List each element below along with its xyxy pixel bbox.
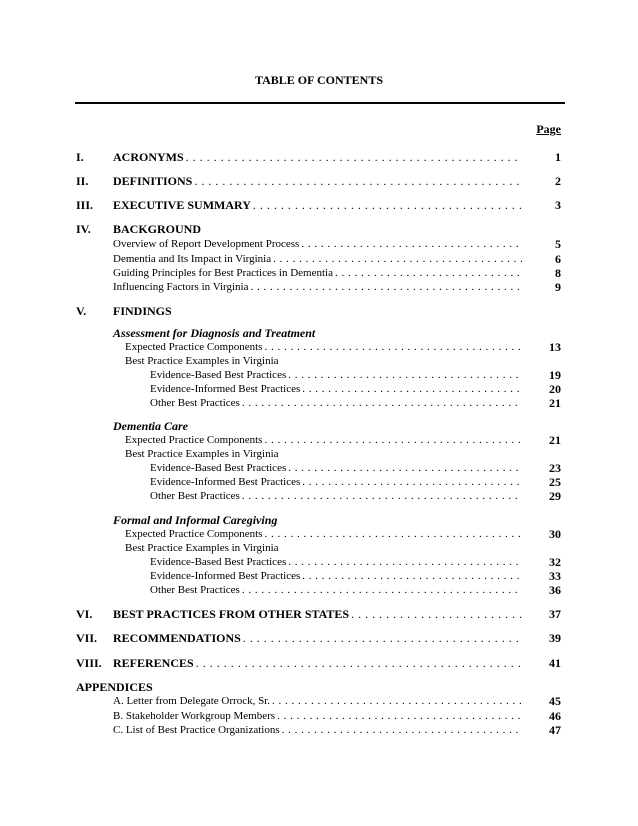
- entry-label: Influencing Factors in Virginia: [113, 281, 249, 293]
- toc-entry-evidence-based[interactable]: [0, 555, 638, 569]
- page-number: 32: [549, 555, 561, 569]
- subheading-label: Dementia Care: [113, 419, 188, 433]
- title-rule: [75, 102, 565, 104]
- section-number: VIII.: [76, 656, 102, 670]
- entry-label: Other Best Practices: [150, 490, 240, 502]
- toc-entry-acronyms[interactable]: [0, 150, 638, 164]
- entry-label: Expected Practice Components: [125, 434, 263, 446]
- toc-entry-dementia-impact[interactable]: [0, 252, 638, 266]
- section-number: V.: [76, 304, 87, 318]
- entry-label: Evidence-Based Best Practices: [150, 369, 287, 381]
- section-number: III.: [76, 198, 94, 212]
- leader-dots: [194, 174, 522, 188]
- section-number: IV.: [76, 222, 91, 236]
- page-number: 21: [549, 433, 561, 447]
- toc-entry-expected-components[interactable]: [0, 527, 638, 541]
- page-number: 9: [555, 280, 561, 294]
- toc-entry-appendix-b[interactable]: [0, 709, 638, 723]
- toc-entry-examples-heading: [0, 541, 638, 555]
- entry-label: Evidence-Informed Best Practices: [150, 383, 301, 395]
- entry-label: Guiding Principles for Best Practices in Dementia: [113, 267, 333, 279]
- toc-entry-evidence-based[interactable]: [0, 368, 638, 382]
- toc-heading-background[interactable]: [0, 222, 638, 236]
- toc-entry-expected-components[interactable]: [0, 340, 638, 354]
- subheading-label: Assessment for Diagnosis and Treatment: [113, 326, 316, 340]
- toc-entry-evidence-informed[interactable]: [0, 569, 638, 583]
- leader-dots: [351, 607, 522, 621]
- leader-dots: [277, 709, 522, 723]
- entry-label: A. Letter from Delegate Orrock, Sr.: [113, 695, 270, 707]
- toc-entry-overview[interactable]: [0, 237, 638, 251]
- page-number: 46: [549, 709, 561, 723]
- leader-dots: [302, 475, 522, 489]
- toc-entry-recommendations[interactable]: [0, 631, 638, 645]
- leader-dots: [302, 382, 522, 396]
- entry-label: Expected Practice Components: [125, 341, 263, 353]
- toc-subheading-dementia-care[interactable]: [0, 419, 638, 433]
- toc-entry-influencing-factors[interactable]: [0, 280, 638, 294]
- leader-dots: [253, 198, 522, 212]
- section-label: RECOMMENDATIONS: [113, 631, 241, 645]
- section-label: EXECUTIVE SUMMARY: [113, 198, 251, 212]
- page-number: 41: [549, 656, 561, 670]
- section-label: BACKGROUND: [113, 222, 202, 236]
- toc-entry-definitions[interactable]: [0, 174, 638, 188]
- entry-label: Best Practice Examples in Virginia: [125, 542, 279, 554]
- leader-dots: [302, 569, 522, 583]
- leader-dots: [242, 396, 522, 410]
- page-number: 20: [549, 382, 561, 396]
- page-number: 37: [549, 607, 561, 621]
- leader-dots: [196, 656, 522, 670]
- entry-label: Best Practice Examples in Virginia: [125, 448, 279, 460]
- entry-label: Other Best Practices: [150, 584, 240, 596]
- toc-entry-expected-components[interactable]: [0, 433, 638, 447]
- page-number: 23: [549, 461, 561, 475]
- leader-dots: [264, 433, 522, 447]
- toc-entry-other[interactable]: [0, 583, 638, 597]
- toc-entry-other[interactable]: [0, 396, 638, 410]
- page-number: 8: [555, 266, 561, 280]
- page-number: 45: [549, 694, 561, 708]
- leader-dots: [272, 694, 522, 708]
- toc-entry-evidence-informed[interactable]: [0, 382, 638, 396]
- leader-dots: [264, 527, 522, 541]
- toc-entry-other[interactable]: [0, 489, 638, 503]
- page-number: 36: [549, 583, 561, 597]
- leader-dots: [186, 150, 522, 164]
- entry-label: B. Stakeholder Workgroup Members: [113, 710, 276, 722]
- toc-entry-evidence-informed[interactable]: [0, 475, 638, 489]
- toc-entry-guiding-principles[interactable]: [0, 266, 638, 280]
- entry-label: C. List of Best Practice Organizations: [113, 724, 280, 736]
- section-number: VII.: [76, 631, 98, 645]
- page-number: 47: [549, 723, 561, 737]
- leader-dots: [251, 280, 523, 294]
- page-number: 6: [555, 252, 561, 266]
- page-number: 30: [549, 527, 561, 541]
- leader-dots: [264, 340, 522, 354]
- leader-dots: [282, 723, 522, 737]
- page-number: 25: [549, 475, 561, 489]
- page-number: 13: [549, 340, 561, 354]
- page-title: TABLE OF CONTENTS: [254, 73, 384, 87]
- toc-subheading-assessment[interactable]: [0, 326, 638, 340]
- section-label: REFERENCES: [113, 656, 194, 670]
- page-column-header: Page: [536, 122, 561, 136]
- section-label: BEST PRACTICES FROM OTHER STATES: [113, 607, 350, 621]
- toc-heading-appendices[interactable]: [0, 680, 638, 694]
- toc-entry-references[interactable]: [0, 656, 638, 670]
- toc-heading-findings[interactable]: [0, 304, 638, 318]
- section-label: ACRONYMS: [113, 150, 184, 164]
- page-number: 29: [549, 489, 561, 503]
- section-label: DEFINITIONS: [113, 174, 193, 188]
- page-number: 2: [555, 174, 561, 188]
- entry-label: Overview of Report Development Process: [113, 238, 300, 250]
- toc-entry-examples-heading: [0, 447, 638, 461]
- entry-label: Best Practice Examples in Virginia: [125, 355, 279, 367]
- page-number: 39: [549, 631, 561, 645]
- leader-dots: [288, 368, 522, 382]
- toc-entry-appendix-c[interactable]: [0, 723, 638, 737]
- leader-dots: [273, 252, 522, 266]
- page-number: 5: [555, 237, 561, 251]
- section-label: FINDINGS: [113, 304, 172, 318]
- leader-dots: [242, 489, 522, 503]
- toc-entry-other-states[interactable]: [0, 607, 638, 621]
- section-number: VI.: [76, 607, 93, 621]
- toc-entry-executive-summary[interactable]: [0, 198, 638, 212]
- leader-dots: [288, 461, 522, 475]
- toc-subheading-caregiving[interactable]: [0, 513, 638, 527]
- entry-label: Evidence-Based Best Practices: [150, 556, 287, 568]
- leader-dots: [301, 237, 522, 251]
- section-label: APPENDICES: [76, 680, 153, 694]
- leader-dots: [335, 266, 522, 280]
- page-number: 33: [549, 569, 561, 583]
- entry-label: Evidence-Based Best Practices: [150, 462, 287, 474]
- page-number: 1: [555, 150, 561, 164]
- page-number: 19: [549, 368, 561, 382]
- leader-dots: [243, 631, 522, 645]
- leader-dots: [242, 583, 522, 597]
- entry-label: Dementia and Its Impact in Virginia: [113, 253, 272, 265]
- toc-entry-evidence-based[interactable]: [0, 461, 638, 475]
- toc-entry-appendix-a[interactable]: [0, 694, 638, 708]
- subheading-label: Formal and Informal Caregiving: [113, 513, 278, 527]
- entry-label: Expected Practice Components: [125, 528, 263, 540]
- entry-label: Evidence-Informed Best Practices: [150, 570, 301, 582]
- page-number: 3: [555, 198, 561, 212]
- toc-entry-examples-heading: [0, 354, 638, 368]
- page-number: 21: [549, 396, 561, 410]
- section-number: I.: [76, 150, 84, 164]
- section-number: II.: [76, 174, 89, 188]
- leader-dots: [288, 555, 522, 569]
- entry-label: Other Best Practices: [150, 397, 240, 409]
- entry-label: Evidence-Informed Best Practices: [150, 476, 301, 488]
